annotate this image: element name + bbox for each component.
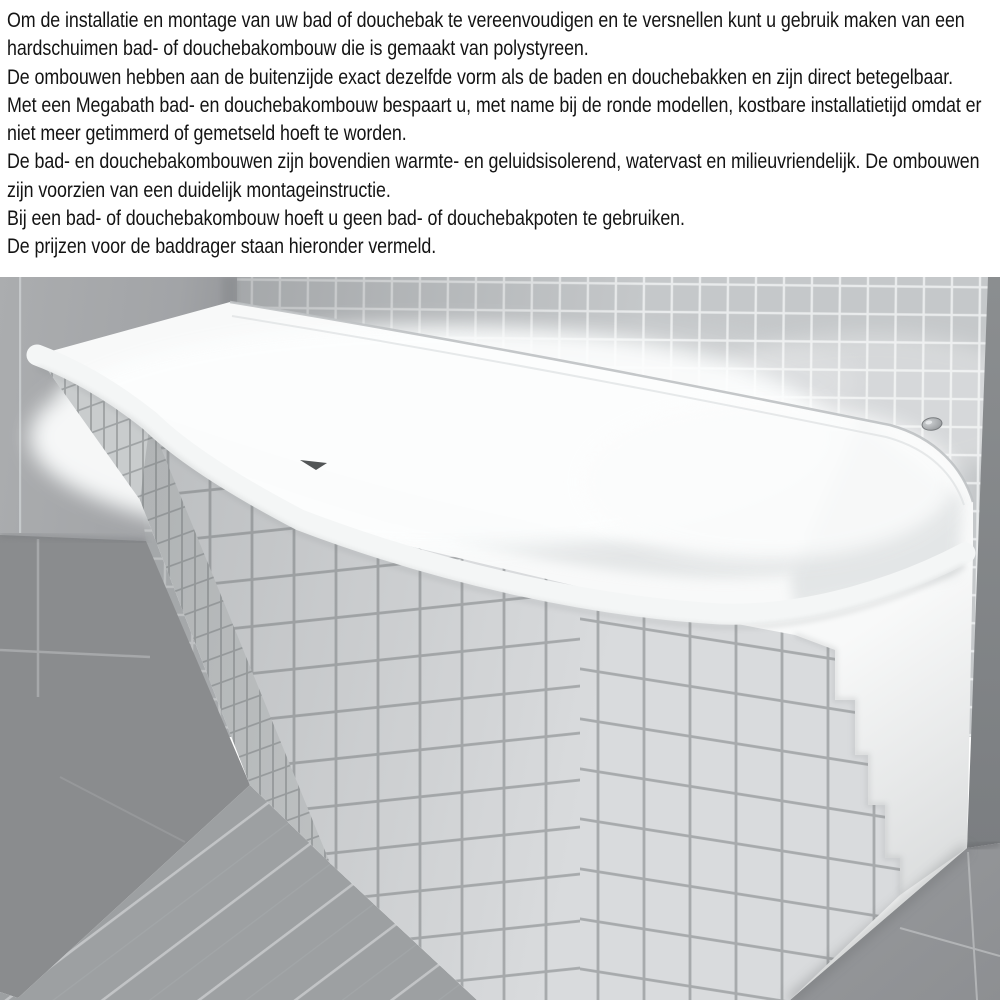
intro-text — [7, 7, 1000, 262]
intro-line: De bad- en douchebakombouwen zijn bovendien warmte- en geluidsisolerend, watervast en milieuvriendelijk. De ombouwen — [7, 150, 980, 174]
intro-line: De prijzen voor de baddrager staan hieronder vermeld. — [7, 235, 437, 259]
intro-line: niet meer getimmerd of gemetseld hoeft te worden. — [7, 122, 407, 146]
intro-line: Bij een bad- of douchebakombouw hoeft u geen bad- of douchebakpoten te gebruiken. — [7, 207, 685, 231]
wall-seam-line — [19, 277, 21, 533]
intro-line: zijn voorzien van een duidelijk montageinstructie. — [7, 178, 391, 202]
intro-line: hardschuimen bad- of douchebakombouw die is gemaakt van polystyreen. — [7, 37, 589, 61]
intro-line: De ombouwen hebben aan de buitenzijde exact dezelfde vorm als de baden en douchebakken en zijn direct betegelbaar. — [7, 65, 953, 89]
bathtub-photo — [0, 277, 1000, 1000]
intro-line: Met een Megabath bad- en douchebakombouw bespaart u, met name bij de ronde modellen, kostbare installatietijd omdat er — [7, 93, 982, 117]
intro-line: Om de installatie en montage van uw bad of douchebak te vereenvoudigen en te versnellen kunt u gebruik maken van een — [7, 9, 965, 32]
